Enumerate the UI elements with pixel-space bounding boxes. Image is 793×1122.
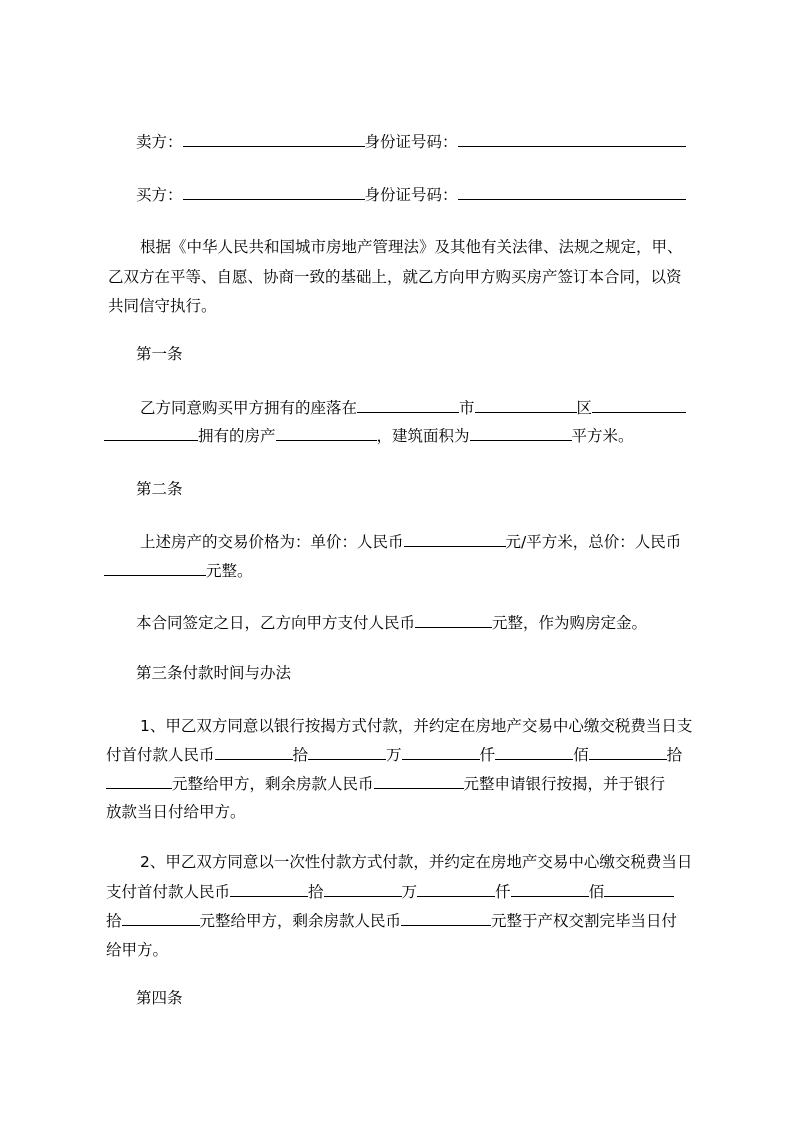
deposit-line [136,613,647,633]
article-2-text-total: 元/平方米，总价：人民币 [505,533,682,551]
article-1-line-2 [104,426,634,446]
clause-1-text-remaining: 元整给甲方，剩余房款人民币 [172,775,374,793]
c2-blank-3[interactable] [417,882,495,897]
clause-2-line-2 [106,882,674,902]
c2-unit-qian: 仟 [495,883,511,901]
buyer-line [136,185,686,205]
c1-blank-5[interactable] [589,745,667,760]
article-4-title: 第四条 [136,989,183,1007]
clause-1-line-3 [106,774,665,794]
c2-remaining-blank[interactable] [401,911,491,926]
buyer-id-blank[interactable] [458,185,686,200]
c2-unit-shi: 拾 [308,883,324,901]
c2-blank-2[interactable] [324,882,402,897]
c2-unit-shi-2: 拾 [106,912,122,930]
clause-2-line-1: 2、甲乙双方同意以一次性付款方式付款，并约定在房地产交易中心缴交税费当日 [140,853,693,871]
c1-blank-2[interactable] [308,745,386,760]
buyer-name-blank[interactable] [183,185,365,200]
article-1-text-city: 市 [459,399,475,417]
clause-1-text-down-payment: 付首付款人民币 [106,746,215,764]
clause-2-line-4: 给甲方。 [106,941,169,959]
article-1-text-property: 拥有的房产 [198,427,276,445]
c2-blank-5[interactable] [604,882,674,897]
article-1-text-district: 区 [576,399,593,417]
buyer-label: 买方： [136,186,183,204]
c2-unit-bai: 佰 [588,883,605,901]
c1-unit-qian: 仟 [479,746,496,764]
c1-unit-shi-2: 拾 [666,746,683,764]
article-2-line-1 [140,532,681,552]
clause-2-line-3 [106,911,677,931]
location-blank[interactable] [592,398,686,413]
clause-2-text-remaining: 元整给甲方，剩余房款人民币 [199,912,402,930]
article-2-text-yuan: 元整。 [206,562,253,580]
clause-1-text-mortgage: 元整申请银行按揭，并于银行 [463,775,666,793]
clause-1-line-4: 放款当日付给甲方。 [106,803,246,821]
location-blank-cont[interactable] [104,426,198,441]
article-2-text-unit-price: 上述房产的交易价格为：单价：人民币 [140,533,404,551]
c2-unit-wan: 万 [401,883,418,901]
property-blank[interactable] [276,426,377,441]
city-blank[interactable] [357,398,459,413]
c2-blank-1[interactable] [230,882,308,897]
seller-name-blank[interactable] [183,132,365,147]
c2-blank-4[interactable] [511,882,589,897]
c1-blank-6[interactable] [106,774,172,789]
deposit-blank[interactable] [415,613,492,628]
district-blank[interactable] [475,398,577,413]
preamble-line-1: 根据《中华人民共和国城市房地产管理法》及其他有关法律、法规之规定，甲、 [140,238,683,256]
clause-1-line-1: 1、甲乙双方同意以银行按揭方式付款，并约定在房地产交易中心缴交税费当日支 [140,717,693,735]
area-blank[interactable] [470,426,572,441]
article-1-text-sqm: 平方米。 [571,427,634,445]
deposit-text-b: 元整，作为购房定金。 [492,614,648,632]
seller-id-label: 身份证号码： [364,133,458,151]
buyer-id-label: 身份证号码： [364,186,458,204]
article-3-title: 第三条付款时间与办法 [136,664,292,682]
c1-remaining-blank[interactable] [374,774,464,789]
article-1-title: 第一条 [136,345,183,363]
c1-unit-shi: 拾 [292,746,309,764]
seller-id-blank[interactable] [458,132,686,147]
article-2-line-2 [104,561,253,581]
c1-blank-4[interactable] [495,745,573,760]
deposit-text-a: 本合同签定之日，乙方向甲方支付人民币 [136,614,416,632]
unit-price-blank[interactable] [404,532,506,547]
article-1-line-1 [140,398,686,418]
seller-label: 卖方： [136,133,183,151]
clause-2-text-transfer: 元整于产权交割完毕当日付 [491,912,678,930]
total-price-blank[interactable] [104,561,206,576]
c2-blank-6[interactable] [122,911,200,926]
clause-2-text-down-payment: 支付首付款人民币 [106,883,231,901]
article-1-text-area: ，建筑面积为 [376,427,470,445]
c1-unit-bai: 佰 [573,746,589,764]
article-1-text-a: 乙方同意购买甲方拥有的座落在 [140,399,358,417]
clause-1-line-2 [106,745,682,765]
article-2-title: 第二条 [136,480,183,498]
preamble-line-3: 共同信守执行。 [108,297,217,315]
preamble-line-2: 乙双方在平等、自愿、协商一致的基础上，就乙方向甲方购买房产签订本合同，以资 [108,268,682,286]
c1-unit-wan: 万 [386,746,402,764]
c1-blank-3[interactable] [402,745,480,760]
c1-blank-1[interactable] [215,745,293,760]
seller-line [136,132,686,152]
